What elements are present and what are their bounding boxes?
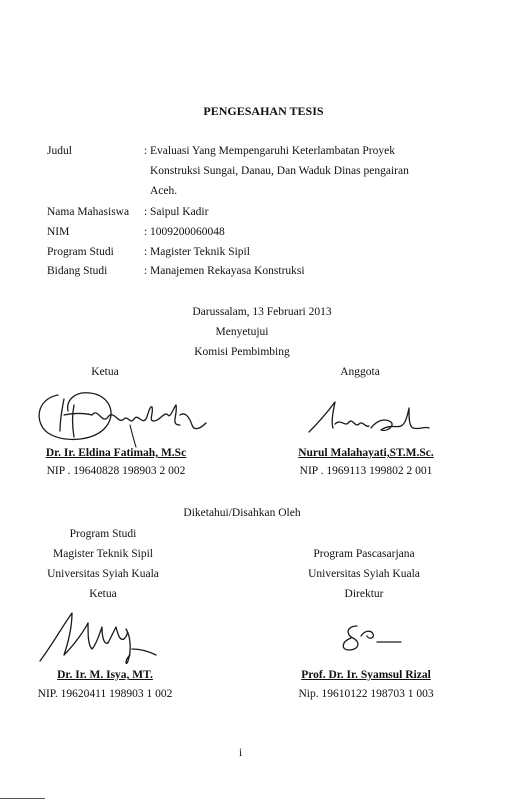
date-line: Darussalam, 13 Februari 2013 xyxy=(192,306,332,318)
official-name-left: Dr. Ir. M. Isya, MT. xyxy=(57,669,153,681)
official-right-line2: Universitas Syiah Kuala xyxy=(308,568,420,580)
supervisor-name-ketua: Dr. Ir. Eldina Fatimah, M.Sc xyxy=(45,447,187,459)
signature-ketua-prodi xyxy=(32,605,172,670)
signature-anggota xyxy=(305,398,435,443)
field-value-judul-line2: Konstruksi Sungai, Danau, Dan Waduk Dinas pengairan xyxy=(150,165,409,177)
field-value-judul: Evaluasi Yang Mempengaruhi Keterlambatan Proyek xyxy=(150,145,395,157)
field-colon: : xyxy=(144,206,148,218)
committee-text: Komisi Pembimbing xyxy=(194,346,290,358)
field-value-nim: 1009200060048 xyxy=(150,226,225,238)
field-label-nim: NIM xyxy=(47,226,70,238)
field-value-bidang-studi: Manajemen Rekayasa Konstruksi xyxy=(150,265,305,277)
field-value-nama: Saipul Kadir xyxy=(150,206,209,218)
field-label-judul: Judul xyxy=(47,145,72,157)
field-value-program-studi: Magister Teknik Sipil xyxy=(150,246,250,258)
signature-direktur xyxy=(335,622,405,654)
page-number: i xyxy=(239,747,243,759)
supervisor-name-anggota: Nurul Malahayati,ST.M.Sc. xyxy=(298,447,434,459)
official-left-line4: Ketua xyxy=(89,588,117,600)
field-label-bidang-studi: Bidang Studi xyxy=(47,265,108,277)
field-colon: : xyxy=(144,226,148,238)
field-label-nama: Nama Mahasiswa xyxy=(47,206,130,218)
approval-text: Menyetujui xyxy=(215,326,269,338)
supervisor-role-anggota: Anggota xyxy=(340,366,380,378)
official-right-line3: Direktur xyxy=(344,588,384,600)
footer-rule xyxy=(0,798,45,799)
official-left-line3: Universitas Syiah Kuala xyxy=(47,568,159,580)
field-colon: : xyxy=(144,265,148,277)
field-label-program-studi: Program Studi xyxy=(47,246,114,258)
official-right-line1: Program Pascasarjana xyxy=(313,548,415,560)
supervisor-nip-anggota: NIP . 1969113 199802 2 001 xyxy=(299,465,433,477)
page-title: PENGESAHAN TESIS xyxy=(203,104,324,118)
field-colon: : xyxy=(144,246,148,258)
official-left-line2: Magister Teknik Sipil xyxy=(53,548,153,560)
field-colon: : xyxy=(144,145,148,157)
acknowledged-text: Diketahui/Disahkan Oleh xyxy=(183,507,301,519)
official-left-line1: Program Studi xyxy=(69,528,137,540)
supervisor-nip-ketua: NIP . 19640828 198903 2 002 xyxy=(46,465,186,477)
supervisor-role-ketua: Ketua xyxy=(91,366,119,378)
official-nip-left: NIP. 19620411 198903 1 002 xyxy=(37,688,173,700)
official-nip-right: Nip. 19610122 198703 1 003 xyxy=(298,688,434,700)
signature-ketua xyxy=(30,385,220,450)
official-name-right: Prof. Dr. Ir. Syamsul Rizal xyxy=(301,669,431,681)
field-value-judul-line3: Aceh. xyxy=(150,185,178,197)
